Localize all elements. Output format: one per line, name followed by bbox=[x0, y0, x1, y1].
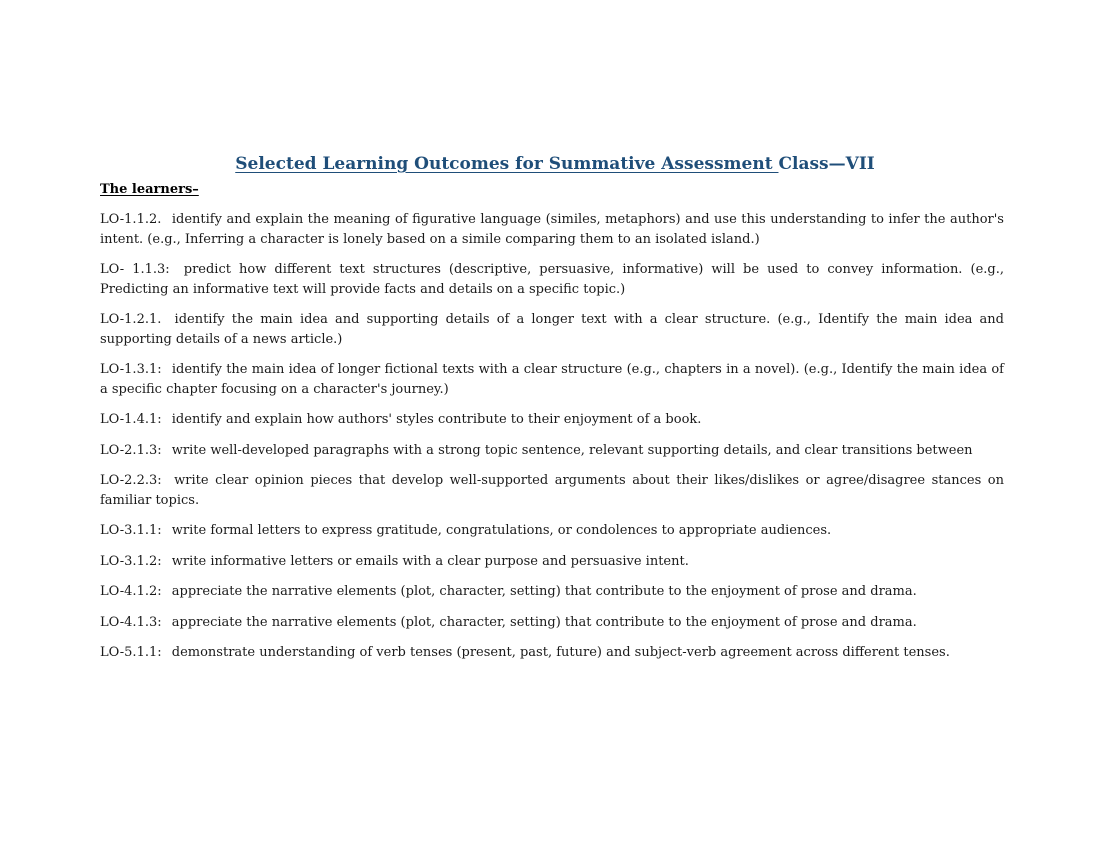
learning-outcome-item bbox=[100, 310, 1004, 349]
learning-outcome-item bbox=[100, 441, 1004, 461]
page-title-class: Class—VII bbox=[778, 154, 875, 174]
outcome-code: LO-2.1.3: bbox=[100, 442, 162, 458]
outcome-text: write formal letters to express gratitude, congratulations, or condolences to appropriate audiences. bbox=[171, 523, 832, 538]
outcome-text: write clear opinion pieces that develop well-supported arguments about their likes/dislikes or agree/disagree stances on familiar topics. bbox=[100, 473, 1004, 508]
learning-outcome-item bbox=[100, 613, 1004, 633]
learning-outcome-item bbox=[100, 471, 1004, 510]
outcome-text: predict how different text structures (descriptive, persuasive, informative) will be used to convey information. (e.g., Predicting an informative text will provide facts and details on a specific topic.) bbox=[100, 262, 1004, 297]
outcome-code: LO-4.1.3: bbox=[100, 614, 162, 630]
learners-subheading: The learners– bbox=[100, 182, 199, 197]
outcome-text: demonstrate understanding of verb tenses (present, past, future) and subject-verb agreement across different tenses. bbox=[171, 645, 950, 660]
learning-outcome-item bbox=[100, 360, 1004, 399]
page-title bbox=[0, 152, 1100, 176]
outcome-text: identify and explain how authors' styles contribute to their enjoyment of a book. bbox=[171, 412, 702, 427]
outcome-text: identify the main idea and supporting details of a longer text with a clear structure. (e.g., Identify the main idea and supporting details of a news article.) bbox=[100, 312, 1004, 347]
outcome-code: LO-3.1.2: bbox=[100, 553, 162, 569]
learning-outcome-item bbox=[100, 643, 1004, 663]
outcome-code: LO-2.2.3: bbox=[100, 473, 162, 488]
outcome-code: LO-4.1.2: bbox=[100, 584, 162, 599]
outcome-text: appreciate the narrative elements (plot, character, setting) that contribute to the enjoyment of prose and drama. bbox=[171, 584, 917, 599]
learning-outcomes-list bbox=[100, 210, 1004, 674]
page-title-underlined: Selected Learning Outcomes for Summative Assessment bbox=[235, 154, 779, 174]
learning-outcome-item bbox=[100, 521, 1004, 541]
outcome-code: LO- 1.1.3: bbox=[100, 262, 170, 277]
learning-outcome-item bbox=[100, 260, 1004, 299]
learning-outcome-item bbox=[100, 582, 1004, 602]
outcome-text: write well-developed paragraphs with a strong topic sentence, relevant supporting details, and clear transitions between bbox=[171, 442, 973, 458]
outcome-text: write informative letters or emails with a clear purpose and persuasive intent. bbox=[171, 553, 689, 569]
outcome-code: LO-5.1.1: bbox=[100, 645, 162, 660]
outcome-code: LO-1.4.1: bbox=[100, 412, 162, 427]
outcome-text: appreciate the narrative elements (plot, character, setting) that contribute to the enjoyment of prose and drama. bbox=[171, 614, 917, 630]
learning-outcome-item bbox=[100, 410, 1004, 430]
outcome-code: LO-1.2.1. bbox=[100, 312, 162, 327]
learning-outcome-item bbox=[100, 210, 1004, 249]
outcome-text: identify the main idea of longer fictional texts with a clear structure (e.g., chapters in a novel). (e.g., Identify the main idea of a specific chapter focusing on a character's journey.) bbox=[100, 362, 1004, 397]
outcome-code: LO-1.3.1: bbox=[100, 362, 162, 377]
learning-outcome-item bbox=[100, 552, 1004, 572]
outcome-code: LO-1.1.2. bbox=[100, 212, 162, 227]
outcome-text: identify and explain the meaning of figurative language (similes, metaphors) and use this understanding to infer the author's intent. (e.g., Inferring a character is lonely based on a simile comparing them to an isolated island.) bbox=[100, 212, 1004, 247]
outcome-code: LO-3.1.1: bbox=[100, 523, 162, 538]
